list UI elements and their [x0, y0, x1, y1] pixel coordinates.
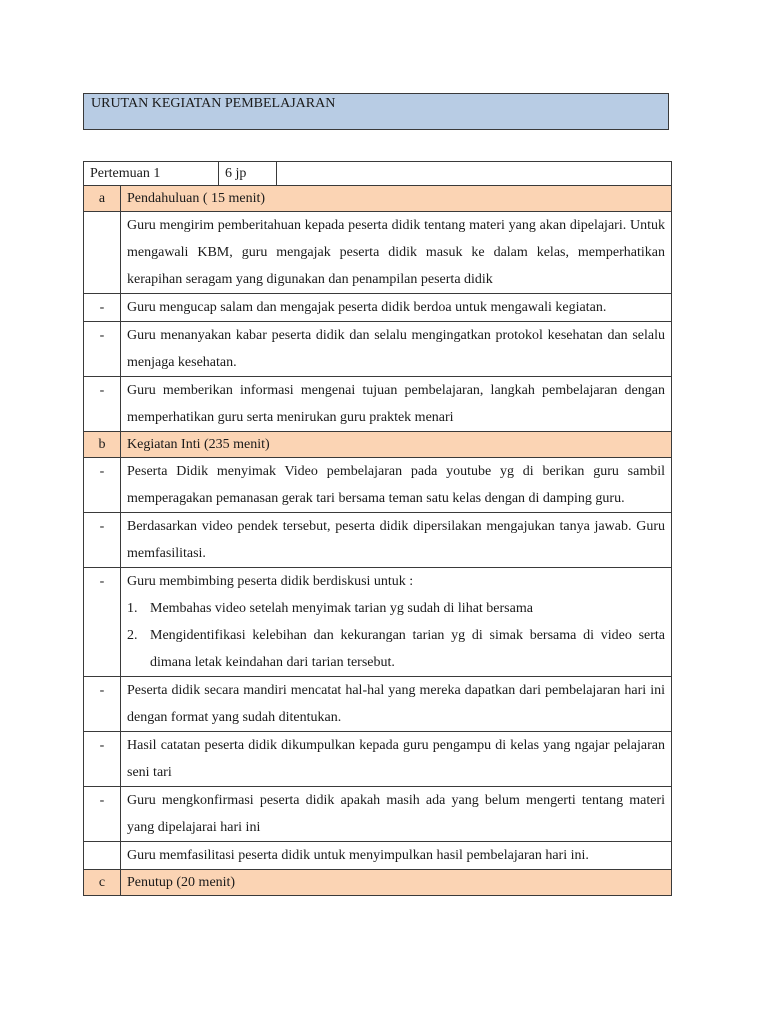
activity-cell	[121, 568, 672, 677]
section-marker: a	[84, 186, 121, 212]
activity-row	[84, 458, 672, 513]
activity-row	[84, 732, 672, 787]
row-marker	[84, 212, 121, 294]
step-text: Mengidentifikasi kelebihan dan kekurangan tarian yg di simak bersama di video serta dimana letak keindahan dari tarian tersebut.	[150, 628, 665, 670]
section-row-pendahuluan	[84, 186, 672, 212]
section-row-penutup	[84, 870, 672, 896]
discussion-steps	[127, 595, 665, 676]
list-item	[127, 595, 665, 622]
row-marker: -	[84, 322, 121, 377]
section-title: Penutup (20 menit)	[121, 870, 672, 896]
activity-row	[84, 513, 672, 568]
activity-row	[84, 322, 672, 377]
row-marker	[84, 842, 121, 870]
meeting-label: Pertemuan 1	[84, 162, 219, 186]
step-text: Membahas video setelah menyimak tarian yg sudah di lihat bersama	[150, 601, 533, 616]
activity-row	[84, 212, 672, 294]
section-title: Kegiatan Inti (235 menit)	[121, 432, 672, 458]
row-marker: -	[84, 787, 121, 842]
row-marker: -	[84, 513, 121, 568]
row-marker: -	[84, 677, 121, 732]
activity-row	[84, 787, 672, 842]
activity-row	[84, 294, 672, 322]
meeting-hours: 6 jp	[219, 162, 277, 186]
step-number: 1.	[127, 601, 138, 616]
row-marker: -	[84, 568, 121, 677]
row-marker: -	[84, 294, 121, 322]
activity-text: Guru mengirim pemberitahuan kepada peserta didik tentang materi yang akan dipelajari. Untuk mengawali KBM, guru mengajak peserta didik masuk ke dalam kelas, memperhatikan kerapihan seragam yang digunakan dan penampilan peserta didik	[121, 212, 672, 294]
activity-text: Guru memberikan informasi mengenai tujuan pembelajaran, langkah pembelajaran dengan memperhatikan guru serta menirukan guru praktek menari	[121, 377, 672, 432]
activity-text: Berdasarkan video pendek tersebut, peserta didik dipersilakan mengajukan tanya jawab. Guru memfasilitasi.	[121, 513, 672, 568]
activity-text: Guru memfasilitasi peserta didik untuk menyimpulkan hasil pembelajaran hari ini.	[121, 842, 672, 870]
document-title: URUTAN KEGIATAN PEMBELAJARAN	[83, 93, 669, 130]
activity-text: Hasil catatan peserta didik dikumpulkan kepada guru pengampu di kelas yang ngajar pelajaran seni tari	[121, 732, 672, 787]
row-marker: -	[84, 377, 121, 432]
activity-text: Peserta Didik menyimak Video pembelajaran pada youtube yg di berikan guru sambil memperagakan pemanasan gerak tari bersama teman satu kelas dengan di damping guru.	[121, 458, 672, 513]
section-row-kegiatan-inti	[84, 432, 672, 458]
list-item	[127, 622, 665, 676]
step-number: 2.	[127, 628, 138, 643]
activity-row	[84, 568, 672, 677]
activity-row	[84, 677, 672, 732]
activity-text: Guru membimbing peserta didik berdiskusi untuk :	[127, 574, 414, 589]
meeting-extra	[277, 162, 672, 186]
meeting-row	[84, 162, 672, 186]
activity-table	[83, 161, 672, 896]
activity-row	[84, 842, 672, 870]
activity-text: Guru menanyakan kabar peserta didik dan selalu mengingatkan protokol kesehatan dan selalu menjaga kesehatan.	[121, 322, 672, 377]
activity-row	[84, 377, 672, 432]
activity-text: Peserta didik secara mandiri mencatat hal-hal yang mereka dapatkan dari pembelajaran hari ini dengan format yang sudah ditentukan.	[121, 677, 672, 732]
section-marker: c	[84, 870, 121, 896]
section-marker: b	[84, 432, 121, 458]
row-marker: -	[84, 732, 121, 787]
activity-text: Guru mengkonfirmasi peserta didik apakah masih ada yang belum mengerti tentang materi yang dipelajarai hari ini	[121, 787, 672, 842]
row-marker: -	[84, 458, 121, 513]
activity-text: Guru mengucap salam dan mengajak peserta didik berdoa untuk mengawali kegiatan.	[121, 294, 672, 322]
section-title: Pendahuluan ( 15 menit)	[121, 186, 672, 212]
